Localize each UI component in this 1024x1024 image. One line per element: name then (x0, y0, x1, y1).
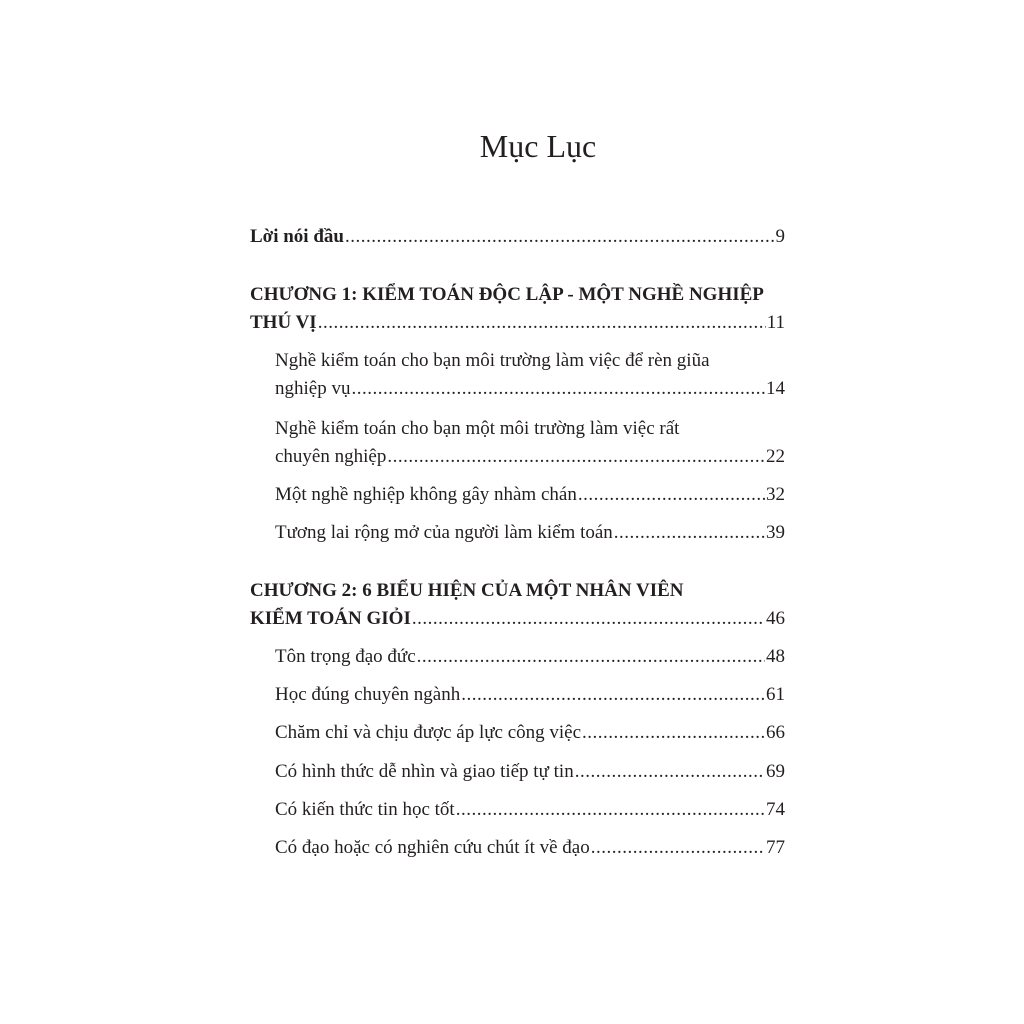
toc-page-number: 74 (766, 799, 785, 820)
page-title: Mục Lục (479, 128, 597, 164)
toc-section (275, 834, 785, 862)
toc-section (275, 681, 785, 709)
toc-entry-title: Có hình thức dễ nhìn và giao tiếp tự tin (275, 761, 574, 782)
toc-page-number: 32 (766, 484, 785, 505)
toc-entry-title: Có đạo hoặc có nghiên cứu chút ít về đạo (275, 837, 590, 858)
dot-leader (387, 443, 765, 471)
dot-leader (351, 375, 765, 403)
toc-entry-title: CHƯƠNG 1: KIỂM TOÁN ĐỘC LẬP - MỘT NGHỀ NGHIỆP (250, 284, 764, 305)
toc-section (275, 347, 785, 403)
toc-entry-title-cont: KIỂM TOÁN GIỎI (250, 608, 411, 629)
toc-page-number: 46 (766, 608, 785, 629)
dot-leader (575, 758, 765, 786)
toc-entry-title: CHƯƠNG 2: 6 BIỂU HIỆN CỦA MỘT NHÂN VIÊN (250, 580, 684, 601)
dot-leader (582, 719, 765, 747)
toc-section (275, 415, 785, 471)
dot-leader (614, 519, 765, 547)
toc-section (275, 758, 785, 786)
dot-leader (461, 681, 765, 709)
dot-leader (456, 796, 765, 824)
dot-leader (412, 605, 765, 633)
toc-page-number: 66 (766, 722, 785, 743)
toc-section (275, 796, 785, 824)
toc-page-number: 9 (775, 226, 785, 247)
toc-page-number: 11 (766, 312, 785, 333)
toc-section (275, 643, 785, 671)
dot-leader (345, 223, 775, 251)
dot-leader (417, 643, 765, 671)
toc-page-number: 39 (766, 522, 785, 543)
toc-entry-title: Học đúng chuyên ngành (275, 684, 461, 705)
toc-page-number: 61 (766, 684, 785, 705)
toc-page-number: 14 (766, 378, 785, 399)
toc-chapter-1 (250, 281, 785, 337)
toc-page-number: 22 (766, 446, 785, 467)
toc-entry-title: Tôn trọng đạo đức (275, 646, 416, 667)
dot-leader (578, 481, 765, 509)
toc-section (275, 519, 785, 547)
toc-section (275, 719, 785, 747)
toc-entry-title: Chăm chỉ và chịu được áp lực công việc (275, 722, 582, 743)
dot-leader (591, 834, 765, 862)
toc-entry-title: Một nghề nghiệp không gây nhàm chán (275, 484, 577, 505)
toc-entry-title: Lời nói đầu (250, 226, 344, 247)
toc-page-number: 77 (766, 837, 785, 858)
toc-page-number: 48 (766, 646, 785, 667)
dot-leader (318, 309, 766, 337)
toc-entry-title: Có kiến thức tin học tốt (275, 799, 455, 820)
toc-section (275, 481, 785, 509)
toc-entry-title: Nghề kiểm toán cho bạn môi trường làm việc để rèn giũa (275, 350, 710, 371)
toc-entry-title-cont: chuyên nghiệp (275, 446, 387, 467)
toc-entry-title: Nghề kiểm toán cho bạn một môi trường làm việc rất (275, 418, 680, 439)
toc-entry-preface (250, 223, 785, 251)
toc-entry-title-cont: THÚ VỊ (250, 312, 317, 333)
toc-entry-title-cont: nghiệp vụ (275, 378, 351, 399)
toc-chapter-2 (250, 577, 785, 633)
toc-entry-title: Tương lai rộng mở của người làm kiểm toán (275, 522, 613, 543)
toc-page-number: 69 (766, 761, 785, 782)
